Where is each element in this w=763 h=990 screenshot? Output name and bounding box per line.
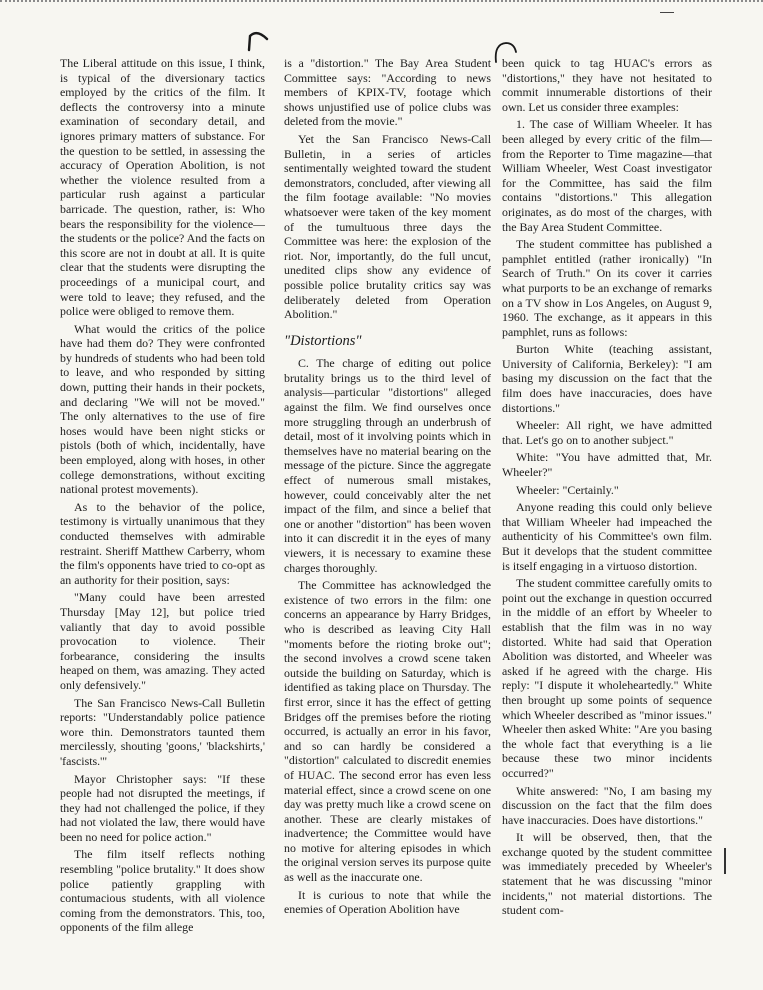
paragraph: It is curious to note that while the enemies of Operation Abolition have <box>284 887 491 917</box>
paragraph: is a "distortion." The Bay Area Student Committee says: "According to news members of KPIX-TV, footage which shows unjustified use of police clubs was deleted from the movie." <box>284 56 491 129</box>
paragraph: Anyone reading this could only believe that William Wheeler had impeached the authenticity of his Committee's own film. But it develops that the student committee is itself engaging in a virtuoso distortion. <box>502 500 712 573</box>
column-right <box>502 56 712 986</box>
paragraph: What would the critics of the police have had them do? They were confronted by hundreds of students who had been told to leave, and who responded by sitting down, putting their hands in their pockets, and declaring "We will not be moved." The only alternatives to the use of fire hoses would have been night sticks or pistols (both of which, incidentally, have been employed, along with hoses, in other college demonstrations, without exciting national protest movements). <box>60 321 265 497</box>
handwritten-hook-mark <box>243 30 273 52</box>
paragraph: White: "You have admitted that, Mr. Wheeler?" <box>502 450 712 480</box>
paragraph: The Liberal attitude on this issue, I think, is typical of the diversionary tactics employed by the critics of the film. It deflects the controversy into a minute examination of secondary detail, and ignores primary matters of substance. For the question to be settled, in assessing the accuracy of Operation Abolition, is not whether the violence resulted from a particular rush against a particular barricade. The question, rather, is: Who bears the responsibility for the violence—the students or the police? And the facts on this score are not in doubt at all. It is quite clear that the students were disrupting the proceedings of a municipal court, and were told to leave; they refused, and the police were obliged to remove them. <box>60 56 265 319</box>
margin-bar-mark <box>724 848 726 874</box>
paragraph: The San Francisco News-Call Bulletin reports: "Understandably police patience wore thin. Demonstrators taunted them mercilessly, shouting 'goons,' 'blackshirts,' 'fascists.'" <box>60 695 265 768</box>
paragraph: 1. The case of William Wheeler. It has been alleged by every critic of the film—from the Reporter to Time magazine—that William Wheeler, West Coast investigator for the Committee, has said the film contains "distortions." This allegation originates, as do most of the charges, with the Bay Area Student Committee. <box>502 117 712 234</box>
paragraph: been quick to tag HUAC's errors as "distortions," they have not hesitated to commit innumerable distortions of their own. Let us consider three examples: <box>502 56 712 114</box>
paragraph: Burton White (teaching assistant, University of California, Berkeley): "I am basing my discussion on the fact that the film does have inaccuracies, does have distortions." <box>502 342 712 415</box>
page-top-edge <box>0 0 763 2</box>
paragraph: The Committee has acknowledged the existence of two errors in the film: one concerns an appearance by Harry Bridges, who is described as leaving City Hall "moments before the rioting broke out"; the second involves a crowd scene taken outside the building on Saturday, which is identified as taking place on Thursday. The first error, since it has the effect of getting Bridges off the premises before the rioting occurred, is actually an error in his favor, and so can hardly be considered a "distortion" calculated to discredit enemies of HUAC. The second error has even less material effect, since a crowd scene on one day was pretty much like a crowd scene on another. These are clearly mistakes of inadvertence; the Committee would have no motive for altering episodes in which the original version serves its purpose quite as well as the inaccurate one. <box>284 578 491 885</box>
column-middle <box>284 56 491 986</box>
paragraph: White answered: "No, I am basing my discussion on the fact that the film does have inaccuracies. Does have distortions." <box>502 783 712 827</box>
paragraph: Yet the San Francisco News-Call Bulletin, in a series of articles sentimentally weighted toward the student demonstrators, concluded, after viewing all the film footage available: "No movies whatsoever were taken of the key moment of the tumultuous three days the Committee was here: the explosion of the riot. Nor, importantly, do the full uncut, unedited clips show any evidence of possible police brutality critics say was deliberately deleted from Operation Abolition." <box>284 131 491 322</box>
margin-dash-mark <box>660 12 674 13</box>
paragraph: The film itself reflects nothing resembling "police brutality." It does show police patiently grappling with contumacious students, with all violence coming from the demonstrators. This, too, opponents of the film allege <box>60 847 265 935</box>
section-heading: "Distortions" <box>284 332 362 349</box>
paragraph: C. The charge of editing out police brutality brings us to the third level of analysis—particular "distortions" alleged against the film. We find ourselves once more struggling through an underbrush of detail, most of it involving points which in themselves have no material bearing on the message of the picture. Since the aggregate effect of numerous small mistakes, however, could conceivably alter the net impact of the film, and since a belief that one or another "distortion" has been woven into it can discredit it in the eyes of many viewers, it is necessary to examine these charges thoroughly. <box>284 356 491 575</box>
paragraph: Wheeler: All right, we have admitted that. Let's go on to another subject." <box>502 418 712 447</box>
paragraph: It will be observed, then, that the exchange quoted by the student committee was immediately preceded by Wheeler's statement that he was discussing "minor incidents," not material distortions. The student com- <box>502 830 712 918</box>
paragraph: Mayor Christopher says: "If these people had not disrupted the meetings, if they had not challenged the police, if they had not violated the law, there would have been no need for police action." <box>60 771 265 844</box>
column-left <box>60 56 265 986</box>
paragraph: The student committee carefully omits to point out the exchange in question occurred in the middle of an effort by Wheeler to establish that the film was in no way distorted. White had said that Operation Abolition was distorted, and Wheeler was asked if he agreed with the charge. His reply: "I dispute it wholeheartedly." White then brought up some points of sequence which Wheeler described as "minor issues." Wheeler then asked White: "Are you basing the whole fact that everything is a lie because these two minor incidents occurred?" <box>502 576 712 780</box>
paragraph: The student committee has published a pamphlet entitled (rather ironically) "In Search of Truth." On its cover it carries what purports to be an exchange of remarks on a TV show in Los Angeles, on August 9, 1960. The exchange, as it appears in this pamphlet, runs as follows: <box>502 237 712 339</box>
paragraph: Wheeler: "Certainly." <box>516 482 619 497</box>
paragraph: "Many could have been arrested Thursday [May 12], but police tried valiantly that day to avoid possible provocation to violence. Their forbearance, considering the insults heaped on them, was amazing. They acted only defensively." <box>60 590 265 692</box>
paragraph: As to the behavior of the police, testimony is virtually unanimous that they conducted themselves with admirable restraint. Sheriff Matthew Carberry, whom the film's opponents have tried to co-opt as an authority for their position, says: <box>60 499 265 587</box>
